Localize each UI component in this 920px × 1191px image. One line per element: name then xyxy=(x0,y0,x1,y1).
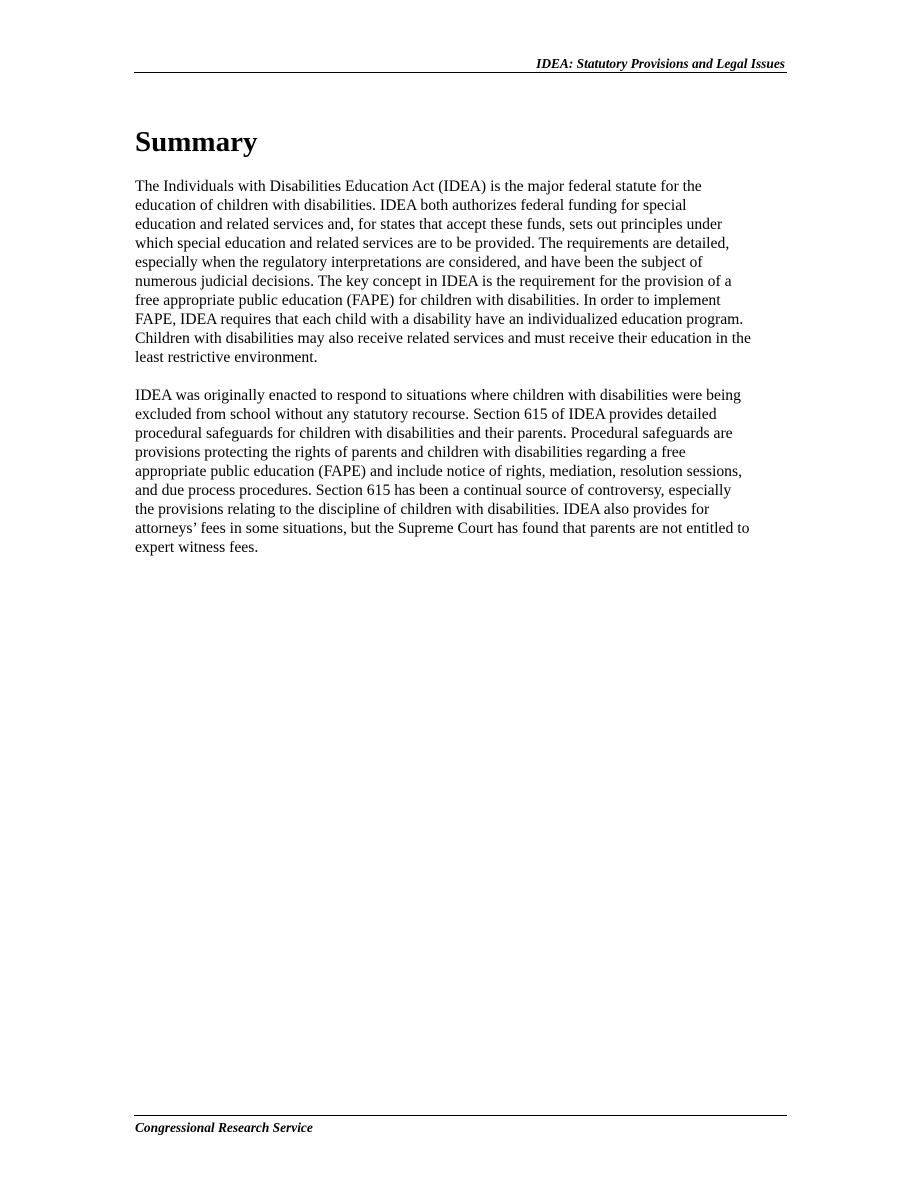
summary-body xyxy=(135,177,795,576)
running-header xyxy=(134,56,787,73)
summary-paragraph-2: IDEA was originally enacted to respond to situations where children with disabilities were being excluded from school without any statutory recourse. Section 615 of IDEA provides detailed procedural safeguards for children with disabilities and their parents. Procedural safeguards are provisions protecting the rights of parents and children with disabilities regarding a free appropriate public education (FAPE) and include notice of rights, mediation, resolution sessions, and due process procedures. Section 615 has been a continual source of controversy, especially the provisions relating to the discipline of children with disabilities. IDEA also provides for attorneys’ fees in some situations, but the Supreme Court has found that parents are not entitled to expert witness fees. xyxy=(135,387,750,556)
page-footer xyxy=(134,1115,787,1135)
section-title: Summary xyxy=(135,126,258,158)
summary-paragraph-1: The Individuals with Disabilities Education Act (IDEA) is the major federal statute for the education of children with disabilities. IDEA both authorizes federal funding for special education and related services and, for states that accept these funds, sets out principles under which special education and related services are to be provided. The requirements are detailed, especially when the regulatory interpretations are considered, and have been the subject of numerous judicial decisions. The key concept in IDEA is the requirement for the provision of a free appropriate public education (FAPE) for children with disabilities. In order to implement FAPE, IDEA requires that each child with a disability have an individualized education program. Children with disabilities may also receive related services and must receive their education in the least restrictive environment. xyxy=(135,178,751,366)
running-header-title: IDEA: Statutory Provisions and Legal Issues xyxy=(536,56,785,71)
footer-organization: Congressional Research Service xyxy=(135,1120,313,1135)
